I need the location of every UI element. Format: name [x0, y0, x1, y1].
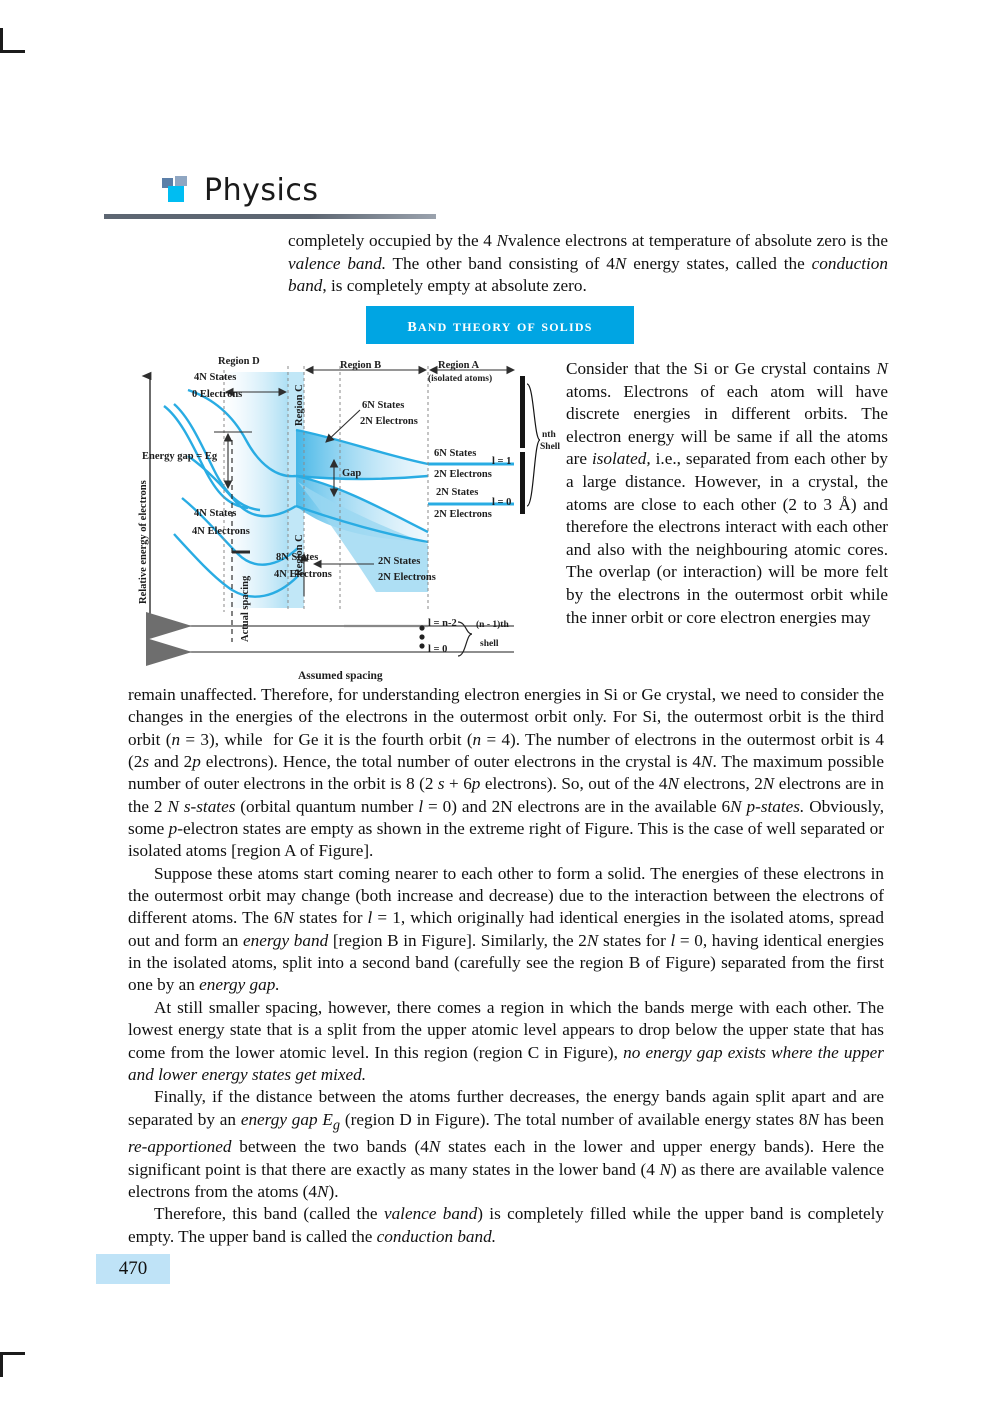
figure-inner-shell-line1: (n - 1)th — [476, 620, 509, 630]
figure-energy-gap-label: Energy gap = Eg — [142, 451, 218, 462]
paragraph-suppose-atoms: Suppose these atoms start coming nearer to each other to form a solid. The energies of these electrons in the outermost orbit may change (both increase and decrease) due to the interaction between the electrons of different atoms. The 6N states for l = 1, which originally had identical energies in the isolated atoms, spread out and form an energy band [region B in Figure]. Similarly, the 2N states for l = 0, having identical energies in the isolated atoms, split into a second band (carefully see the region B of Figure) separated from the first one by an energy gap. — [128, 863, 884, 995]
paragraph-remain-unaffected: remain unaffected. Therefore, for understanding electron energies in Si or Ge crystal, we need to consider the changes in the energies of the electrons in the outermost orbit only. For Si, the outermost orbit is the third orbit (n = 3), while for Ge it is the fourth orbit (n = 4). The number of electrons in the outermost orbit is 4 (2s and 2p electrons). Hence, the total number of outer electrons in the crystal is 4N. The maximum possible number of outer electrons in the orbit is 8 (2 s + 6p electrons). So, out of the 4N electrons, 2N electrons are in the 2 N s-states (orbital quantum number l = 0) and 2N electrons are in the available 6N p-states. Obviously, some p-electron states are empty as shown in the extreme right of Figure. This is the case of well separated or isolated atoms [region A of Figure]. — [128, 685, 885, 861]
running-head-row — [104, 168, 864, 212]
main-body-text — [128, 684, 884, 1248]
figure-inner-l-bottom: l = 0 — [428, 644, 448, 655]
band-theory-figure — [128, 356, 566, 682]
figure-a-upper-states: 6N States — [434, 448, 477, 459]
figure-x-axis-label: Assumed spacing — [298, 670, 383, 682]
paragraph-therefore: Therefore, this band (called the valence band) is completely filled while the upper band is completely empty. The upper band is called the conduction band. — [128, 1204, 884, 1246]
wrap-column-paragraph — [566, 358, 888, 629]
figure-l-equals-one: l = 1 — [492, 456, 512, 467]
figure-d-lower-electrons: 4N Electrons — [192, 526, 250, 537]
figure-d-upper-states: 4N States — [194, 372, 237, 383]
figure-a-lower-states: 2N States — [436, 487, 479, 498]
page-number-badge — [96, 1254, 170, 1284]
figure-d-lower-states: 4N States — [194, 508, 237, 519]
paragraph-smaller-spacing: At still smaller spacing, however, there comes a region in which the bands merge with each other. The lowest energy state that is a split from the upper atomic level appears to drop below the upper state that has come from the lower atomic level. In this region (region C in Figure), no energy gap exists where the upper and lower energy states get mixed. — [128, 997, 884, 1084]
figure-gap-label: Gap — [342, 468, 362, 479]
lead-in-paragraph — [288, 230, 888, 298]
figure-y-axis-label: Relative energy of electrons — [138, 480, 149, 604]
figure-region-c-top-label: Region C — [294, 384, 305, 426]
lead-in-text: completely occupied by the 4 Nvalence electrons at temperature of absolute zero is the valence band. The other band consisting of 4N energy states, called the conduction band, is completely empty at absolute zero. — [288, 231, 888, 296]
crop-mark-top-left — [0, 28, 25, 53]
figure-b-upper-states: 6N States — [362, 400, 405, 411]
figure-b-upper-electrons: 2N Electrons — [360, 416, 418, 427]
figure-nth-shell-line1: nth — [542, 430, 556, 440]
figure-region-b-label: Region B — [340, 360, 382, 371]
figure-region-a-label: Region A — [438, 360, 480, 371]
page-number-text: 470 — [118, 1258, 148, 1279]
figure-a-lower-electrons: 2N Electrons — [434, 509, 492, 520]
running-head-rule — [104, 214, 436, 219]
running-head-title: Physics — [204, 172, 319, 208]
figure-d-upper-electrons: 0 Electrons — [192, 389, 243, 400]
figure-b-lower-electrons: 2N Electrons — [378, 572, 436, 583]
figure-a-upper-electrons: 2N Electrons — [434, 469, 492, 480]
section-title-banner — [366, 306, 634, 344]
wrap-column-text: Consider that the Si or Ge crystal contains N atoms. Electrons of each atom will have discrete energies in different orbits. The electron energy will be same if all the atoms are isolated, i.e., separated from each other by a large distance. However, in a crystal, the atoms are close to each other (2 to 3 Å) and therefore the electrons interact with each other and also with the neighbouring atomic cores. The overlap (or interaction) will be more felt by the electrons in the outermost orbit while the inner orbit or core electron energies may — [566, 359, 889, 627]
section-title-text: band theory of solids — [407, 313, 593, 336]
running-head — [104, 168, 864, 219]
figure-region-d-label: Region D — [218, 356, 260, 367]
figure-region-a-sublabel: (isolated atoms) — [428, 374, 493, 384]
three-square-logo-icon — [162, 176, 190, 202]
figure-l-equals-zero: l = 0 — [492, 497, 512, 508]
figure-inner-l-top: l = n-2 — [428, 618, 457, 629]
crop-mark-bottom-left — [0, 1352, 25, 1377]
figure-actual-spacing-label: Actual spacing — [240, 575, 251, 642]
figure-merged-states: 8N States — [276, 552, 319, 563]
figure-nth-shell-line2: Shell — [540, 442, 561, 452]
figure-inner-shell-line2: shell — [480, 639, 499, 649]
figure-merged-electrons: 4N Electrons — [274, 569, 332, 580]
figure-b-lower-states: 2N States — [378, 556, 421, 567]
figure-region-c-bottom-label: Region C — [294, 534, 305, 576]
paragraph-finally: Finally, if the distance between the atoms further decreases, the energy bands again split apart and are separated by an energy gap $E_g$ (region D in Figure). The total number of available energy states 8N has been re-apportioned between the two bands (4N states each in the lower and upper energy bands). Here the significant point is that there are exactly as many states in the lower band (4 N) as there are available valence electrons from the atoms (4N). — [128, 1087, 885, 1201]
